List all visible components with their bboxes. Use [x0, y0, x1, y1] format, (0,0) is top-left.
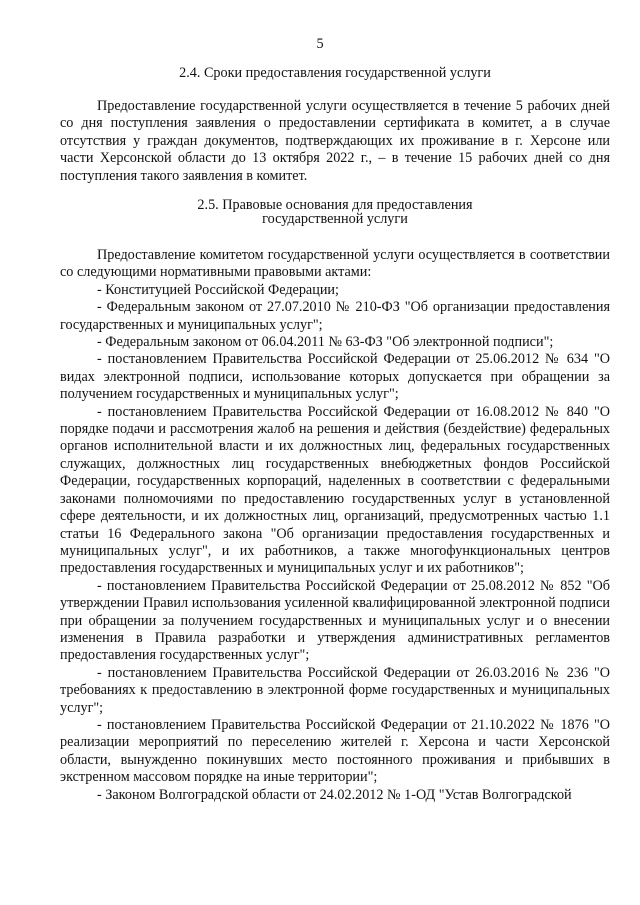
legal-act-item: - Конституцией Российской Федерации;: [97, 281, 339, 298]
section-2-5-title: [60, 198, 610, 226]
section-2-5-title-line1: 2.5. Правовые основания для предоставления: [197, 197, 473, 213]
legal-act-item: - Федеральным законом от 27.07.2010 № 210-ФЗ "Об организации предоставления государственных и муниципальных услуг";: [60, 299, 610, 333]
legal-act-item: - постановлением Правительства Российской Федерации от 16.08.2012 № 840 "О порядке подачи и рассмотрения жалоб на решения и действия (бездействие) федеральных органов исполнительной власти и их должностных лиц, федеральных государственных служащих, должностных лиц государственных внебюджетных фондов Российской Федерации, государственных корпораций, наделенных в соответствии с федеральными законами полномочиями по предоставлению государственных услуг в установленной сфере деятельности, и их должностных лиц, организаций, предусмотренных частью 1.1 статьи 16 Федерального закона "Об организации предоставления государственных и муниципальных услуг", и их работников, а также многофункциональных центров предоставления государственных и муниципальных услуг и их работников";: [60, 403, 610, 577]
section-2-4-paragraph: Предоставление государственной услуги осуществляется в течение 5 рабочих дней со дня поступления заявления о предоставлении сертификата в комитет, а в случае отсутствия у граждан документов, подтверждающих их проживание в г. Херсоне или части Херсонской области до 13 октября 2022 г., – в течение 15 рабочих дней со дня поступления такого заявления в комитет.: [60, 98, 610, 184]
legal-act-item: - постановлением Правительства Российской Федерации от 26.03.2016 № 236 "О требованиях к предоставлению в электронной форме государственных и муниципальных услуг";: [60, 664, 610, 716]
section-2-5-intro: Предоставление комитетом государственной услуги осуществляется в соответствии со следующими нормативными правовыми актами:: [60, 247, 610, 281]
section-2-5-title-line2: государственной услуги: [262, 211, 408, 227]
page-number: 5: [316, 36, 324, 52]
section-2-4-title: 2.4. Сроки предоставления государственной услуги: [179, 65, 491, 81]
section-2-5-body: [60, 247, 610, 804]
legal-act-item: - постановлением Правительства Российской Федерации от 25.06.2012 № 634 "О видах электронной подписи, использование которых допускается при обращении за получением государственных и муниципальных услуг";: [60, 351, 610, 403]
section-2-4-body: [60, 98, 610, 185]
legal-act-item: - Федеральным законом от 06.04.2011 № 63-ФЗ "Об электронной подписи";: [97, 334, 554, 351]
legal-act-item: - постановлением Правительства Российской Федерации от 21.10.2022 № 1876 "О реализации мероприятий по переселению жителей г. Херсона и части Херсонской области, вынужденно покинувших место постоянного проживания и прибывших в экстренном массовом порядке на иные территории";: [60, 716, 610, 786]
legal-act-item: - Законом Волгоградской области от 24.02.2012 № 1-ОД "Устав Волгоградской: [97, 786, 572, 803]
legal-act-item: - постановлением Правительства Российской Федерации от 25.08.2012 № 852 "Об утверждении Правил использования усиленной квалифицированной электронной подписи при обращении за получением государственных и муниципальных услуг и о внесении изменения в Правила разработки и утверждения административных регламентов предоставления государственных услуг";: [60, 577, 610, 664]
